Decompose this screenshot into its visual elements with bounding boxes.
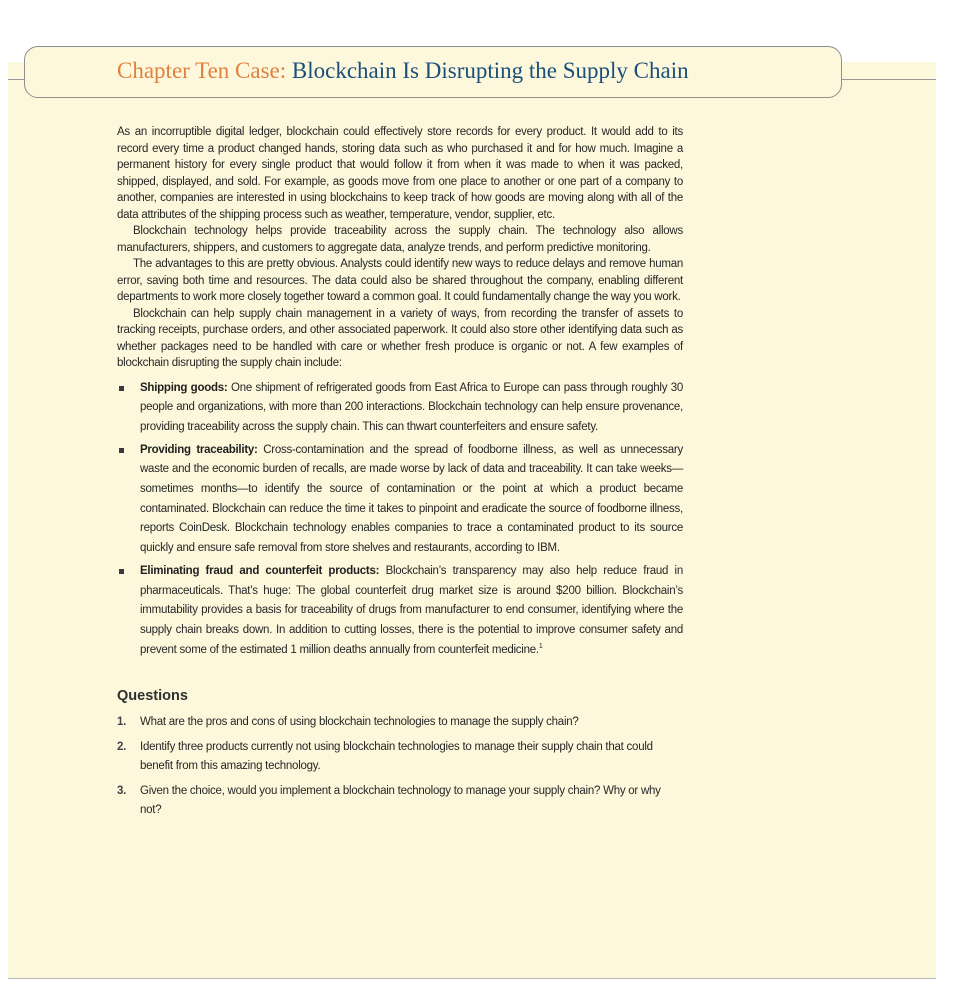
paragraph: As an incorruptible digital ledger, blockchain could effectively store records for every product. It would add to its record every time a product changed hands, storing data such as who purchased it and for how much. Imagine a permanent history for every single product that would follow it from when it was made to when it was packed, shipped, displayed, and sold. For example, as goods move from one place to another or one part of a company to another, companies are interested in using blockchains to keep track of how goods are moving along with all of the data attributes of the shipping process such as weather, temperature, vendor, supplier, etc. xyxy=(117,126,683,221)
bullet-text: Cross-contamination and the spread of foodborne illness, as well as unnecessary waste and the economic burden of recalls, are made worse by lack of data and traceability. It can take weeks—sometimes months—to identify the source of contamination or the point at which a product became contaminated. Blockchain can reduce the time it takes to pinpoint and eradicate the source of foodborne illness, reports CoinDesk. Blockchain technology enables companies to trace a contaminated product to its source quickly and ensure safe removal from store shelves and restaurants, according to IBM. xyxy=(140,443,684,555)
question-text: Identify three products currently not using blockchain technologies to manage their supply chain that could benefit from this amazing technology. xyxy=(140,740,653,772)
question-item xyxy=(117,782,683,820)
bullet-text: One shipment of refrigerated goods from East Africa to Europe can pass through roughly 30 people and organizations, with more than 200 interactions. Blockchain technology can help ensure provenance, providing traceability across the supply chain. This can thwart counterfeiters and ensure safety. xyxy=(140,381,684,433)
question-text: Given the choice, would you implement a blockchain technology to manage your supply chain? Why or why not? xyxy=(140,784,661,816)
bullet-term: Shipping goods: xyxy=(140,381,228,394)
chapter-label: Chapter Ten Case: xyxy=(117,58,287,83)
question-number: 1. xyxy=(117,715,127,728)
question-item xyxy=(117,738,683,776)
bullet-square-icon xyxy=(119,386,124,391)
bullet-term: Eliminating fraud and counterfeit products: xyxy=(140,564,380,577)
question-text: What are the pros and cons of using blockchain technologies to manage the supply chain? xyxy=(140,715,579,728)
case-heading xyxy=(117,55,689,87)
bullet-text: Blockchain’s transparency may also help reduce fraud in pharmaceuticals. That’s huge: The global counterfeit drug market size is around $200 billion. Blockchain’s immutability provides a basis for traceability of drugs from manufacturer to end consumer, identifying where the supply chain breaks down. In addition to cutting losses, there is the potential to improve consumer safety and prevent some of the estimated 1 million deaths annually from counterfeit medicine. xyxy=(140,564,683,656)
list-item xyxy=(117,562,683,661)
paragraph: Blockchain can help supply chain management in a variety of ways, from recording the transfer of assets to tracking receipts, purchase orders, and other associated paperwork. It could also store other identifying data such as whether packages need to be handled with care or whether fresh produce is organic or not. A few examples of blockchain disrupting the supply chain include: xyxy=(117,307,683,369)
bullet-term: Providing traceability: xyxy=(140,443,258,456)
paragraph: Blockchain technology helps provide traceability across the supply chain. The technology also allows manufacturers, shippers, and customers to aggregate data, analyze trends, and perform predictive monitoring. xyxy=(117,225,683,254)
bullet-square-icon xyxy=(119,448,124,453)
list-item xyxy=(117,379,683,438)
paragraph: The advantages to this are pretty obvious. Analysts could identify new ways to reduce delays and remove human error, saving both time and resources. The data could also be shared throughout the company, enabling different departments to work more closely together toward a common goal. It could fundamentally change the way you work. xyxy=(117,258,683,303)
footnote-marker: 1 xyxy=(538,642,543,650)
list-item xyxy=(117,441,683,559)
question-item xyxy=(117,713,683,732)
title-box xyxy=(24,46,842,98)
examples-list xyxy=(117,379,683,661)
questions-list xyxy=(117,713,683,820)
bullet-square-icon xyxy=(119,569,124,574)
case-title: Blockchain Is Disrupting the Supply Chain xyxy=(291,58,689,83)
questions-heading: Questions xyxy=(117,688,188,705)
question-number: 3. xyxy=(117,784,127,797)
case-body xyxy=(117,124,683,826)
question-number: 2. xyxy=(117,740,127,753)
